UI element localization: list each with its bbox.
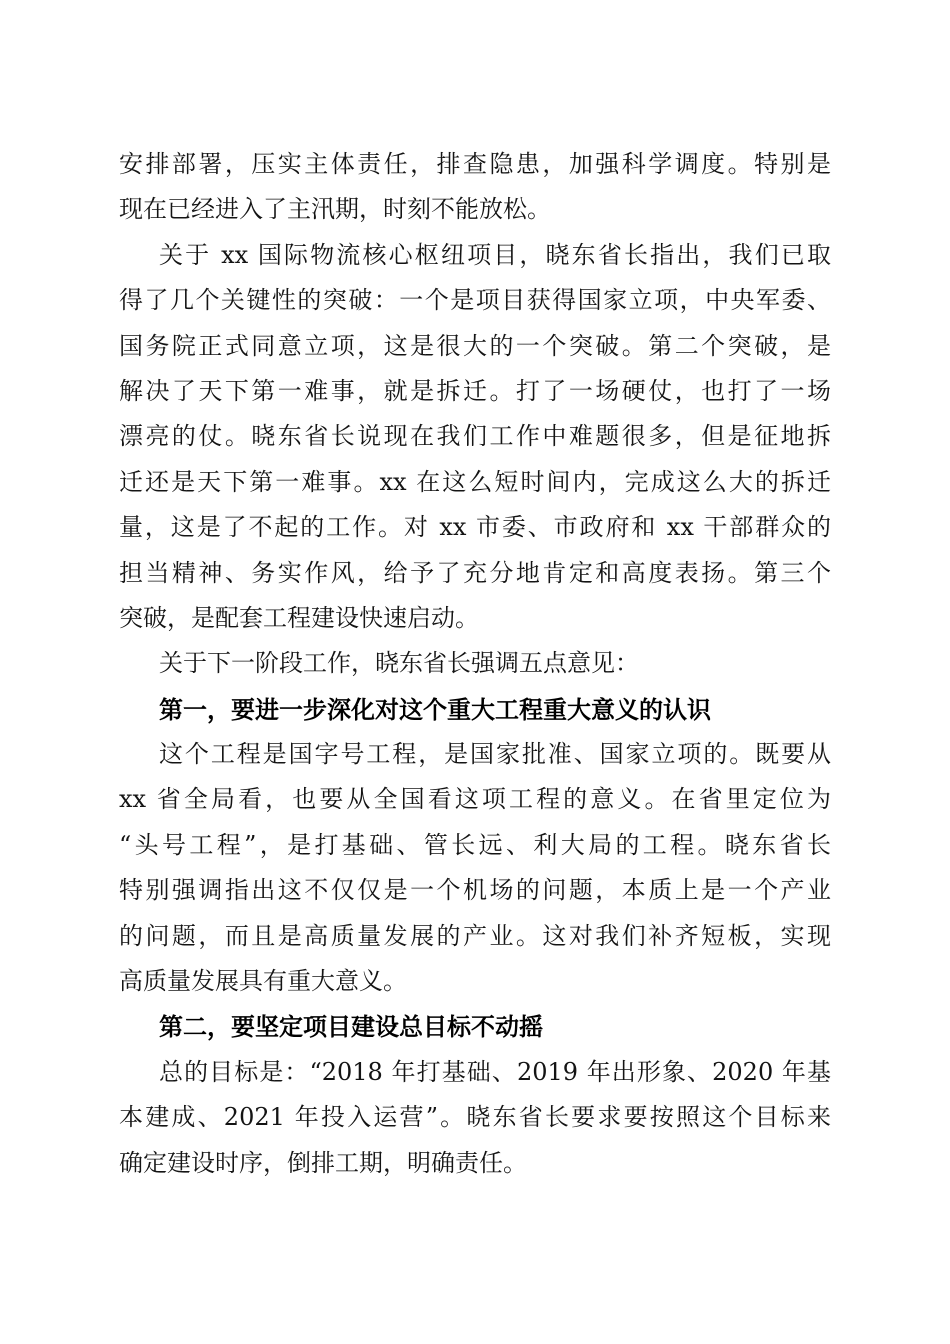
text-line: 确定建设时序，倒排工期，明确责任。	[119, 1148, 527, 1177]
text-line: 解决了天下第一难事，就是拆迁。打了一场硬仗，也打了一场	[119, 376, 831, 405]
text-line: 本建成、2021 年投入运营”。晓东省长要求要按照这个目标来	[119, 1103, 831, 1132]
section-heading-1: 第一，要进一步深化对这个重大工程重大意义的认识	[159, 694, 711, 724]
text-line: 特别强调指出这不仅仅是一个机场的问题，本质上是一个产业	[119, 876, 831, 905]
paragraph-start-line: 关于下一阶段工作，晓东省长强调五点意见：	[159, 649, 639, 678]
text-line: 的问题，而且是高质量发展的产业。这对我们补齐短板，实现	[119, 921, 831, 950]
text-line: 担当精神、务实作风，给予了充分地肯定和高度表扬。第三个	[119, 558, 831, 587]
paragraph-start-line: 这个工程是国字号工程，是国家批准、国家立项的。既要从	[159, 740, 831, 769]
text-line: 得了几个关键性的突破：一个是项目获得国家立项，中央军委、	[119, 286, 831, 315]
text-line: 漂亮的仗。晓东省长说现在我们工作中难题很多，但是征地拆	[119, 422, 831, 451]
paragraph-start-line: 关于 xx 国际物流核心枢纽项目，晓东省长指出，我们已取	[159, 240, 831, 269]
text-line: 迁还是天下第一难事。xx 在这么短时间内，完成这么大的拆迁	[119, 467, 831, 496]
text-line: 安排部署，压实主体责任，排查隐患，加强科学调度。特别是	[119, 150, 831, 178]
section-heading-2: 第二，要坚定项目建设总目标不动摇	[159, 1012, 543, 1042]
document-body	[119, 142, 831, 1186]
text-line: 现在已经进入了主汛期，时刻不能放松。	[119, 195, 551, 224]
text-line: 突破，是配套工程建设快速启动。	[119, 603, 479, 632]
text-line: “头号工程”，是打基础、管长远、利大局的工程。晓东省长	[119, 830, 831, 859]
text-line: 高质量发展具有重大意义。	[119, 967, 407, 996]
text-line: xx 省全局看，也要从全国看这项工程的意义。在省里定位为	[119, 785, 831, 814]
paragraph-start-line: 总的目标是：“2018 年打基础、2019 年出形象、2020 年基	[159, 1057, 831, 1086]
text-line: 量，这是了不起的工作。对 xx 市委、市政府和 xx 干部群众的	[119, 513, 831, 542]
text-line: 国务院正式同意立项，这是很大的一个突破。第二个突破，是	[119, 331, 831, 360]
